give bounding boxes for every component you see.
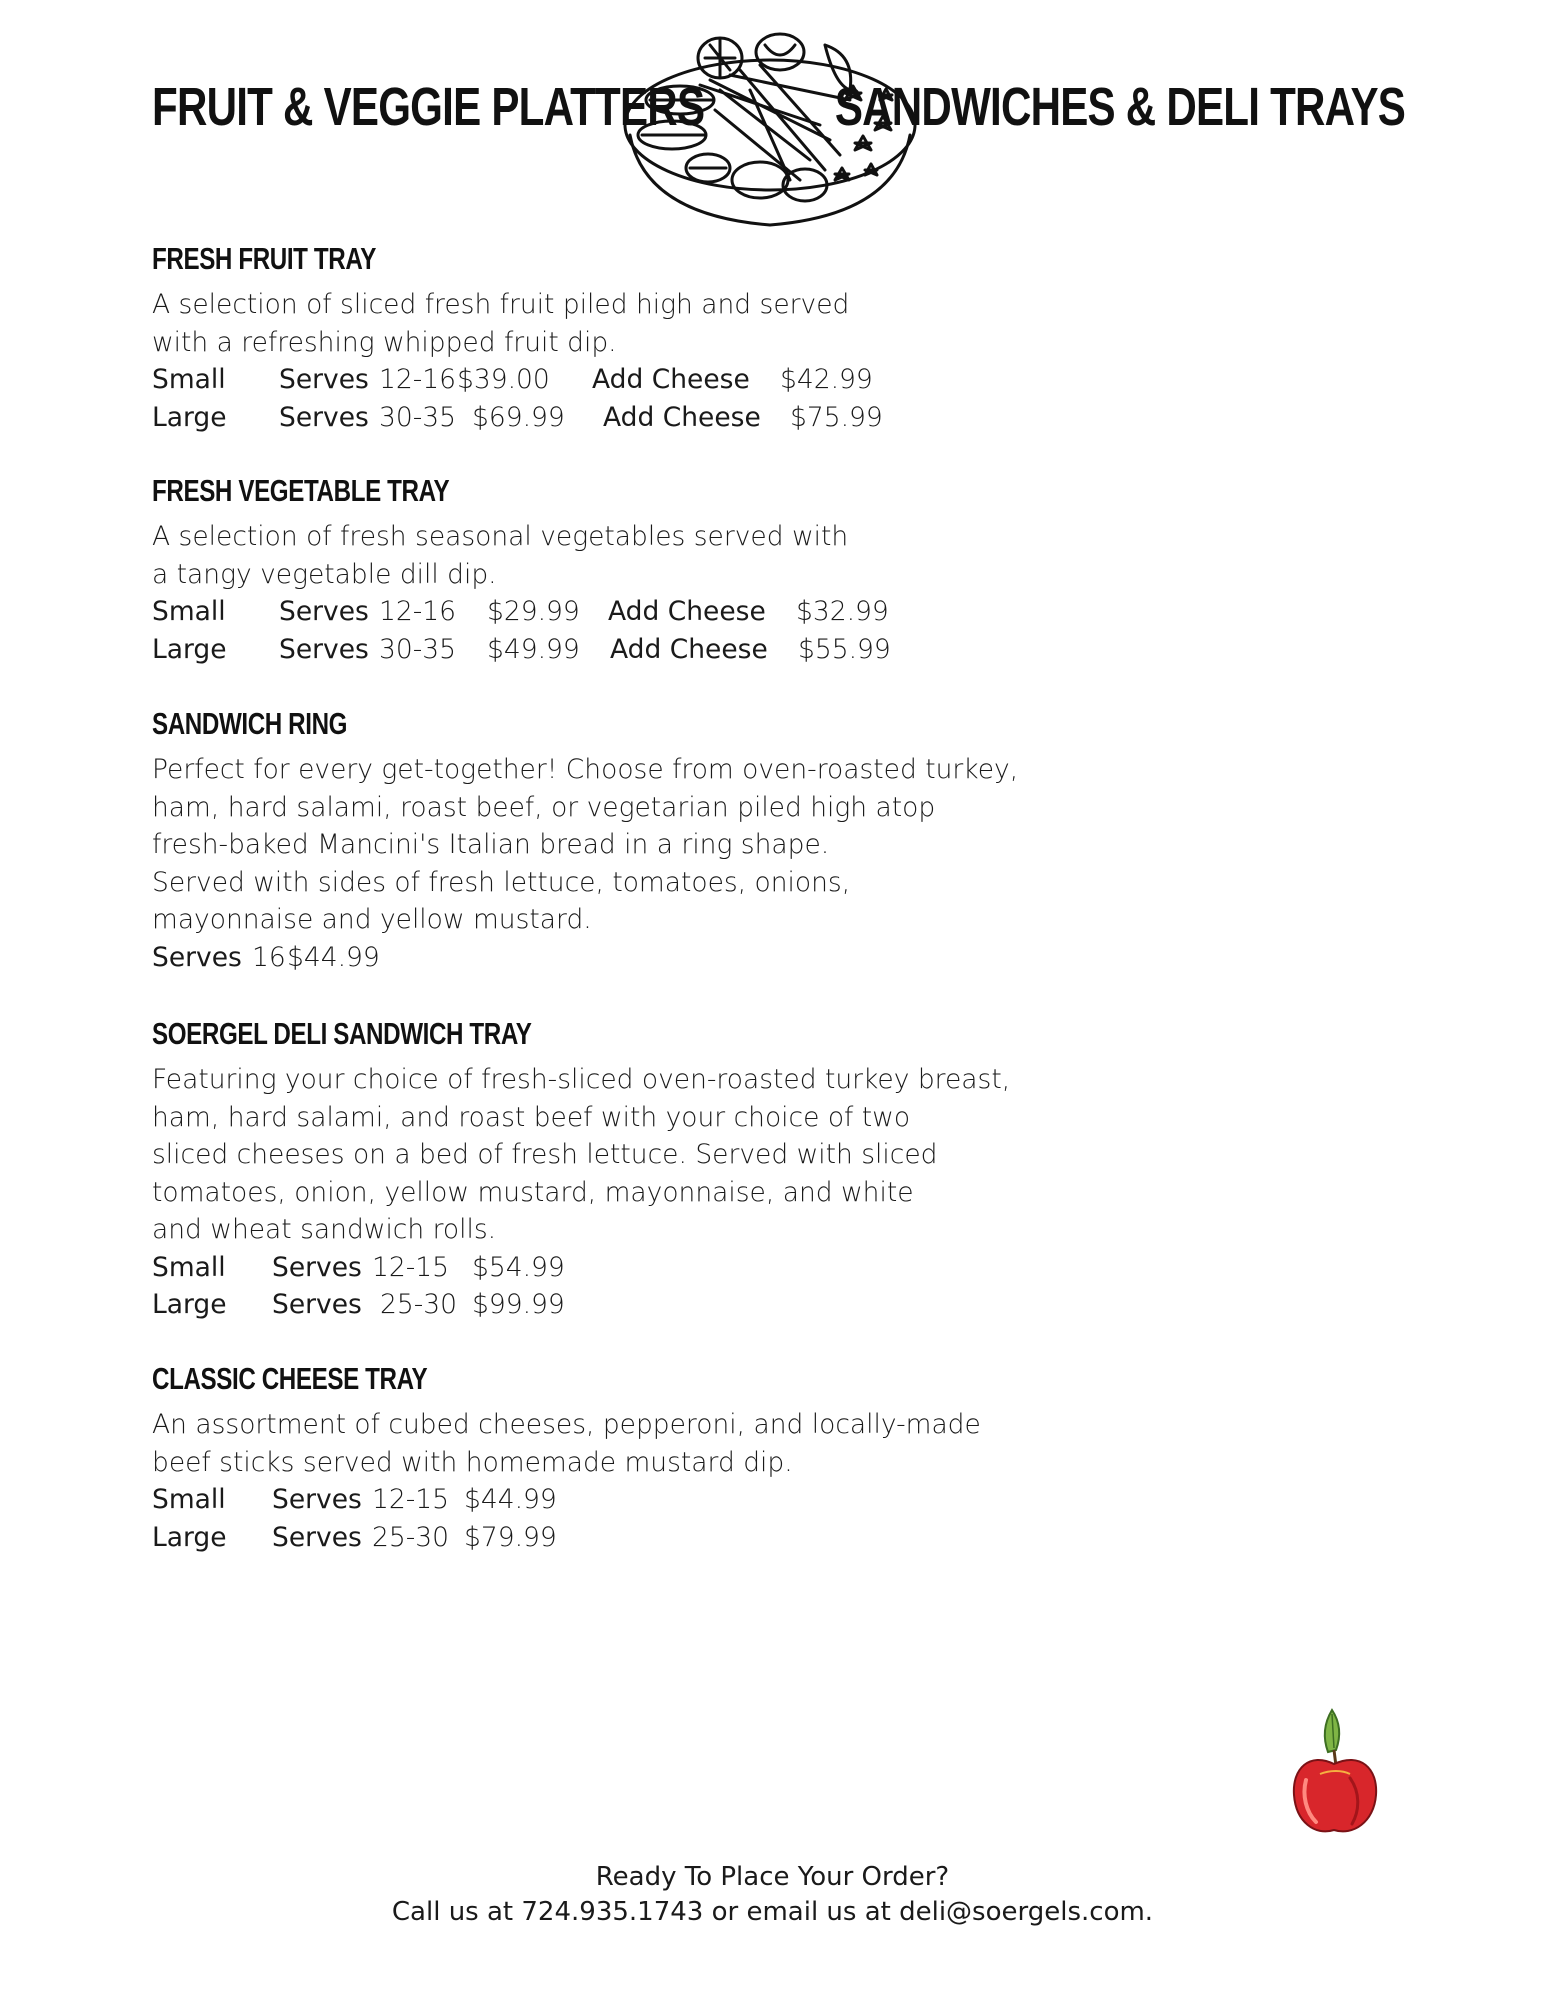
- item-title: SANDWICH RING: [152, 706, 348, 741]
- addon-label: Add Cheese: [608, 596, 766, 627]
- serves-label: Serves: [272, 1521, 362, 1553]
- size-row-small: [152, 593, 1112, 631]
- item-title: FRESH FRUIT TRAY: [152, 241, 376, 276]
- menu-item-fresh-vegetable-tray: [152, 475, 1112, 668]
- addon-price: $55.99: [798, 633, 891, 665]
- serves-label: Serves: [152, 941, 242, 973]
- size-row-small: [152, 1481, 1112, 1519]
- price: $69.99: [472, 401, 565, 433]
- price: $39.00: [457, 364, 550, 395]
- price: $79.99: [464, 1521, 557, 1553]
- description-line: tomatoes, onion, yellow mustard, mayonnaise, and white: [152, 1176, 914, 1208]
- serves-label: Serves: [279, 633, 369, 665]
- serves-label: Serves: [279, 364, 369, 395]
- serves-count: 25-30: [380, 1289, 458, 1320]
- description-line: An assortment of cubed cheeses, pepperoni, and locally-made: [152, 1409, 981, 1440]
- addon-price: $75.99: [790, 401, 883, 433]
- price: $49.99: [487, 633, 580, 665]
- size-label: Large: [152, 633, 227, 665]
- serves-count: 12-15: [372, 1484, 450, 1515]
- price: $99.99: [472, 1289, 565, 1320]
- description-line: fresh-baked Mancini's Italian bread in a ring shape.: [152, 829, 830, 860]
- menu-item-classic-cheese-tray: [152, 1363, 1112, 1556]
- footer-contact: Call us at 724.935.1743 or email us at deli@soergels.com.: [391, 1897, 1154, 1927]
- item-description: [152, 1406, 1112, 1481]
- description-line: a tangy vegetable dill dip.: [152, 558, 497, 590]
- menu-item-fresh-fruit-tray: [152, 243, 1112, 436]
- description-line: ham, hard salami, and roast beef with your choice of two: [152, 1101, 911, 1133]
- size-label: Large: [152, 1289, 227, 1320]
- size-row-large: [152, 1519, 1112, 1557]
- addon-label: Add Cheese: [610, 633, 768, 665]
- price: $54.99: [472, 1251, 565, 1283]
- price: $29.99: [487, 596, 580, 627]
- size-label: Small: [152, 596, 226, 627]
- serves-count: 30-35: [379, 633, 457, 665]
- size-row-large: [152, 399, 1112, 437]
- serves-label: Serves: [279, 596, 369, 627]
- serves-count: 12-15: [372, 1251, 450, 1283]
- size-label: Small: [152, 1251, 226, 1283]
- description-line: and wheat sandwich rolls.: [152, 1214, 497, 1245]
- description-line: Perfect for every get-together! Choose from oven-roasted turkey,: [152, 754, 1019, 785]
- description-line: with a refreshing whipped fruit dip.: [152, 326, 617, 358]
- serves-count: 16: [252, 941, 286, 973]
- size-row-small: [152, 1249, 1112, 1287]
- salad-bowl-icon: [620, 30, 920, 230]
- footer-question: Ready To Place Your Order?: [595, 1862, 950, 1892]
- item-description: [152, 751, 1112, 939]
- item-title: CLASSIC CHEESE TRAY: [152, 1361, 428, 1396]
- serves-count: 12-16: [379, 364, 457, 395]
- description-line: Featuring your choice of fresh-sliced oven-roasted turkey breast,: [152, 1064, 1011, 1095]
- size-row-large: [152, 631, 1112, 669]
- serves-count: 30-35: [379, 401, 457, 433]
- description-line: beef sticks served with homemade mustard dip.: [152, 1446, 793, 1478]
- description-line: ham, hard salami, roast beef, or vegetarian piled high atop: [152, 791, 936, 823]
- serves-row: [152, 939, 1112, 977]
- description-line: mayonnaise and yellow mustard.: [152, 904, 592, 935]
- menu-item-soergel-deli-sandwich-tray: [152, 1018, 1112, 1324]
- serves-label: Serves: [279, 401, 369, 433]
- size-label: Small: [152, 1484, 226, 1515]
- serves-label: Serves: [272, 1484, 362, 1515]
- apple-icon: [1290, 1700, 1380, 1840]
- item-description: [152, 518, 1112, 593]
- description-line: Served with sides of fresh lettuce, tomatoes, onions,: [152, 866, 851, 898]
- addon-label: Add Cheese: [592, 364, 750, 395]
- addon-label: Add Cheese: [603, 401, 761, 433]
- description-line: sliced cheeses on a bed of fresh lettuce. Served with sliced: [152, 1139, 938, 1170]
- description-line: A selection of fresh seasonal vegetables served with: [152, 521, 849, 552]
- size-label: Large: [152, 401, 227, 433]
- price: $44.99: [287, 941, 380, 973]
- price: $44.99: [464, 1484, 557, 1515]
- addon-price: $42.99: [780, 364, 873, 395]
- description-line: A selection of sliced fresh fruit piled high and served: [152, 289, 850, 320]
- size-label: Large: [152, 1521, 227, 1553]
- item-title: SOERGEL DELI SANDWICH TRAY: [152, 1016, 532, 1051]
- addon-price: $32.99: [796, 596, 889, 627]
- header-right-title: SANDWICHES & DELI TRAYS: [834, 77, 1405, 137]
- item-title: FRESH VEGETABLE TRAY: [152, 473, 450, 508]
- serves-count: 25-30: [372, 1521, 450, 1553]
- item-description: [152, 286, 1112, 361]
- item-description: [152, 1061, 1112, 1249]
- serves-label: Serves: [272, 1289, 362, 1320]
- size-label: Small: [152, 364, 226, 395]
- header-left-title: FRUIT & VEGGIE PLATTERS: [152, 77, 705, 137]
- menu-item-sandwich-ring: [152, 708, 1112, 976]
- size-row-small: [152, 361, 1112, 399]
- serves-label: Serves: [272, 1251, 362, 1283]
- serves-count: 12-16: [379, 596, 457, 627]
- size-row-large: [152, 1286, 1112, 1324]
